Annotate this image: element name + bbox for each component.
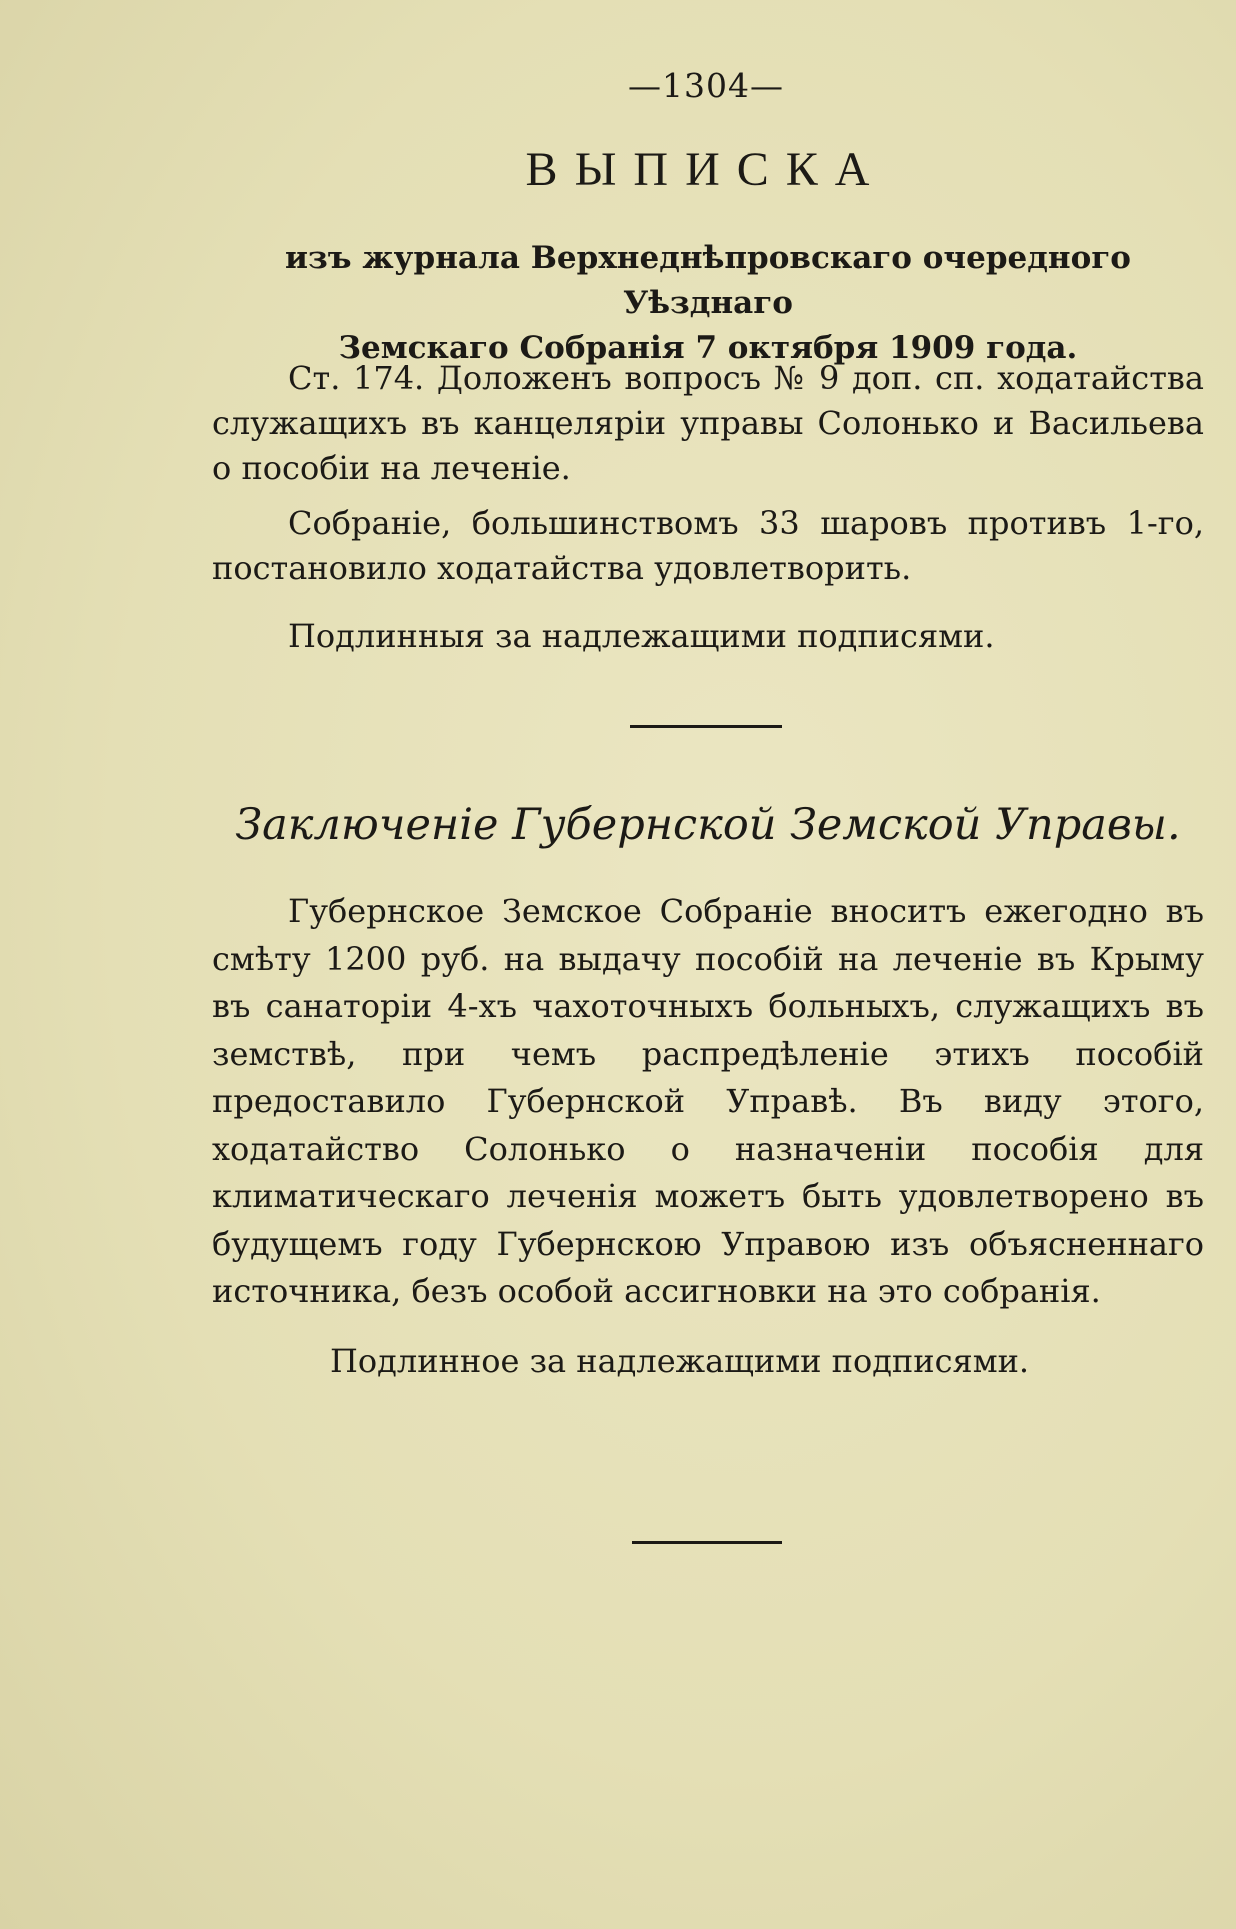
extract-paragraph-2: Собраніе, большинствомъ 33 шаровъ противъ 1-го, постановило ходатайства удовлетворить. [212,504,1204,587]
document-title: ВЫПИСКА [525,143,887,196]
conclusion-signature-note: Подлинное за надлежащими подписями. [330,1342,1030,1380]
document-subtitle [212,236,1204,371]
extract-paragraph-1: Ст. 174. Доложенъ вопросъ № 9 доп. сп. ходатайства служащихъ въ канцеляріи управы Солонько и Васильева о пособіи на леченіе. [212,359,1204,487]
section-divider-1 [630,725,782,728]
section-divider-2 [632,1541,782,1544]
subtitle-line-2: Земскаго Собранія 7 октября 1909 года. [338,330,1078,366]
page-number: —1304— [628,66,784,105]
extract-signature-note: Подлинныя за надлежащими подписями. [288,617,995,655]
subtitle-line-1: изъ журнала Верхнеднѣпровскаго очередного Уѣзднаго [285,240,1131,321]
conclusion-paragraph: Губернское Земское Собраніе вноситъ ежегодно въ смѣту 1200 руб. на выдачу пособій на леченіе въ Крыму въ санаторіи 4-хъ чахоточныхъ больныхъ, служащихъ въ земствѣ, при чемъ распредѣленіе этихъ пособій предоставило Губернской Управѣ. Въ виду этого, ходатайство Солонько о назначеніи пособія для климатическаго леченія можетъ быть удовлетворено въ будущемъ году Губернскою Управою изъ объясненнаго источника, безъ особой ассигновки на это собранія. [212,892,1204,1310]
conclusion-title: Заключеніе Губернской Земской Управы. [235,800,1181,850]
